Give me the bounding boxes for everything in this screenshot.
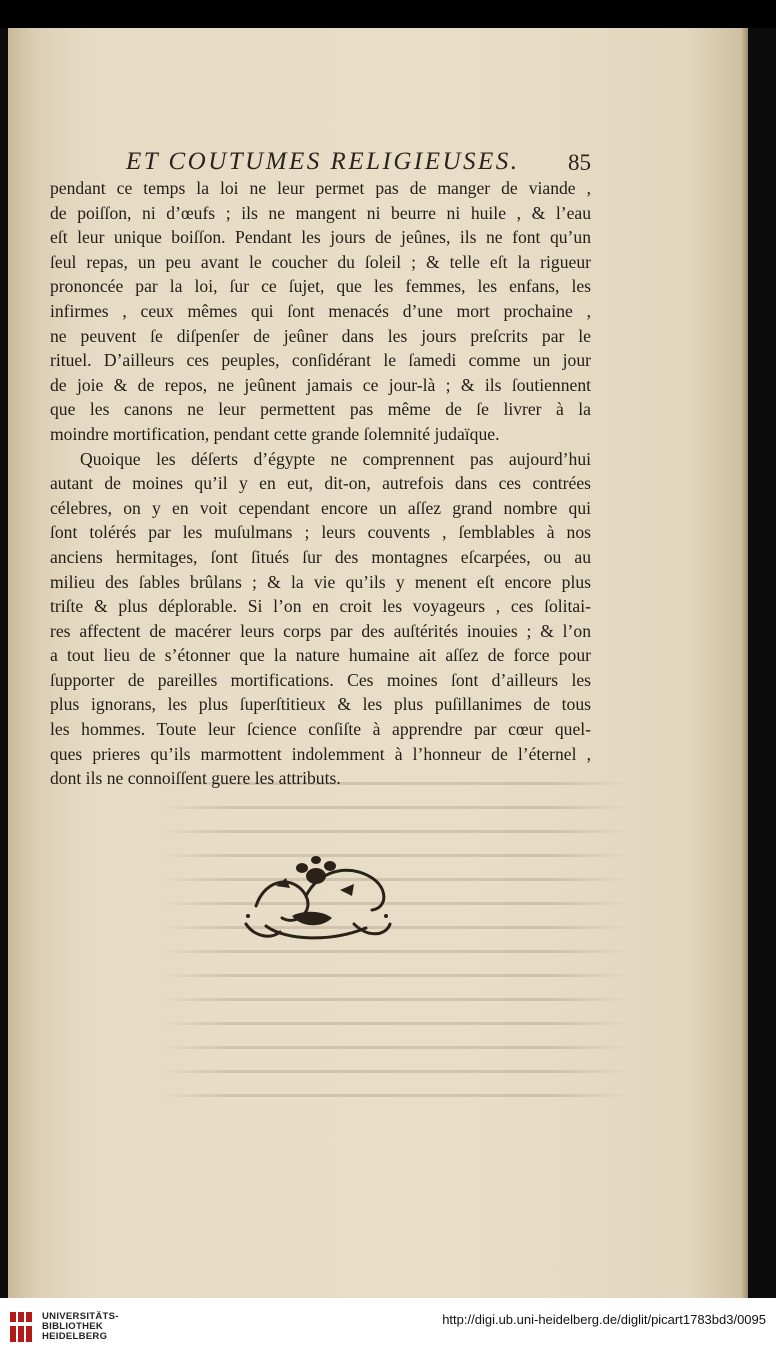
text-line: pendant ce temps la loi ne leur permet pas de manger de viande , [50, 178, 591, 198]
book-page [8, 28, 748, 1298]
text-line: ſeul repas, un peu avant le coucher du ſoleil ; & telle eſt la rigueur [50, 251, 591, 272]
text-line: prononcée par la loi, ſur ce ſujet, que les femmes, les enfans, les [50, 276, 591, 297]
page-number: 85 [568, 150, 591, 175]
university-library-logo-icon [8, 1310, 34, 1344]
text-line: dont ils ne connoiſſent guere les attributs. [50, 768, 341, 789]
text-line: res affectent de macérer leurs corps par des auſtérités inouies ; & l’on [50, 620, 591, 641]
text-line: de poiſſon, ni d’œufs ; ils ne mangent ni beurre ni huile , & l’eau [50, 202, 591, 223]
paragraph-1 [50, 176, 591, 422]
text-line: infirmes , ceux mêmes qui ſont menacés d’une mort prochaine , [50, 300, 591, 321]
text-line: a tout lieu de s’étonner que la nature humaine ait aſſez de force pour [50, 645, 591, 666]
text-line: célebres, on y en voit cependant encore un aſſez grand nombre qui [50, 497, 591, 518]
text-line: milieu des ſables brûlans ; & la vie qu’ils y menent eſt encore plus [50, 571, 591, 592]
body-text [50, 176, 591, 791]
running-head: ET COUTUMES RELIGIEUSES. [126, 148, 520, 175]
text-line: rituel. D’ailleurs ces peuples, conſidérant le ſamedi comme un jour [50, 350, 591, 371]
text-line: eſt leur unique boiſſon. Pendant les jours de jeûnes, ils ne font qu’un [50, 227, 591, 248]
text-line: ne peuvent ſe diſpenſer de jeûner dans les jours preſcrits par le [50, 325, 591, 346]
text-line: les hommes. Toute leur ſcience conſiſte à apprendre par cœur quel- [50, 719, 591, 740]
ornament-vignette-icon [236, 846, 396, 950]
page-edge [742, 28, 748, 1298]
text-line: de joie & de repos, ne jeûnent jamais ce jour-là ; & ils ſoutiennent [50, 374, 591, 395]
text-line: ques prieres qu’ils marmottent indolemment à l’honneur de l’éternel , [50, 743, 591, 764]
library-name-line: HEIDELBERG [42, 1331, 108, 1342]
text-line: autant de moines qu’il y en eut, dit-on, autrefois dans ces contrées [50, 473, 591, 494]
paragraph-2 [50, 447, 591, 472]
text-line: que les canons ne leur permettent pas même de ſe livrer à la [50, 399, 591, 420]
library-footer [0, 1298, 776, 1355]
text-line: ſont tolérés par les muſulmans ; leurs couvents , ſemblables à nos [50, 522, 591, 543]
text-line: triſte & plus déplorable. Si l’on en croit les voyageurs , ces ſolitai- [50, 596, 591, 617]
library-name-line: UNIVERSITÄTS- [42, 1311, 119, 1322]
text-line: anciens hermitages, ſont ſitués ſur des montagnes eſcarpées, ou au [50, 546, 591, 567]
scanned-page-area [0, 28, 776, 1298]
paragraph-2-last-line [50, 766, 591, 791]
paragraph-2-body [50, 471, 591, 766]
library-name-line: BIBLIOTHEK [42, 1321, 104, 1332]
text-line: Quoique les déſerts d’égypte ne comprennent pas aujourd’hui [80, 448, 591, 469]
paragraph-1-last-line [50, 422, 591, 447]
text-line: plus ignorans, les plus ſuperſtitieux & les plus puſillanimes de tous [50, 694, 591, 715]
library-name [42, 1312, 119, 1342]
text-line: ſupporter de pareilles mortifications. Ces moines ſont d’ailleurs les [50, 669, 591, 690]
source-url-link[interactable]: http://digi.ub.uni-heidelberg.de/diglit/picart1783bd3/0095 [442, 1312, 766, 1327]
text-line: moindre mortification, pendant cette grande ſolemnité judaïque. [50, 423, 500, 444]
